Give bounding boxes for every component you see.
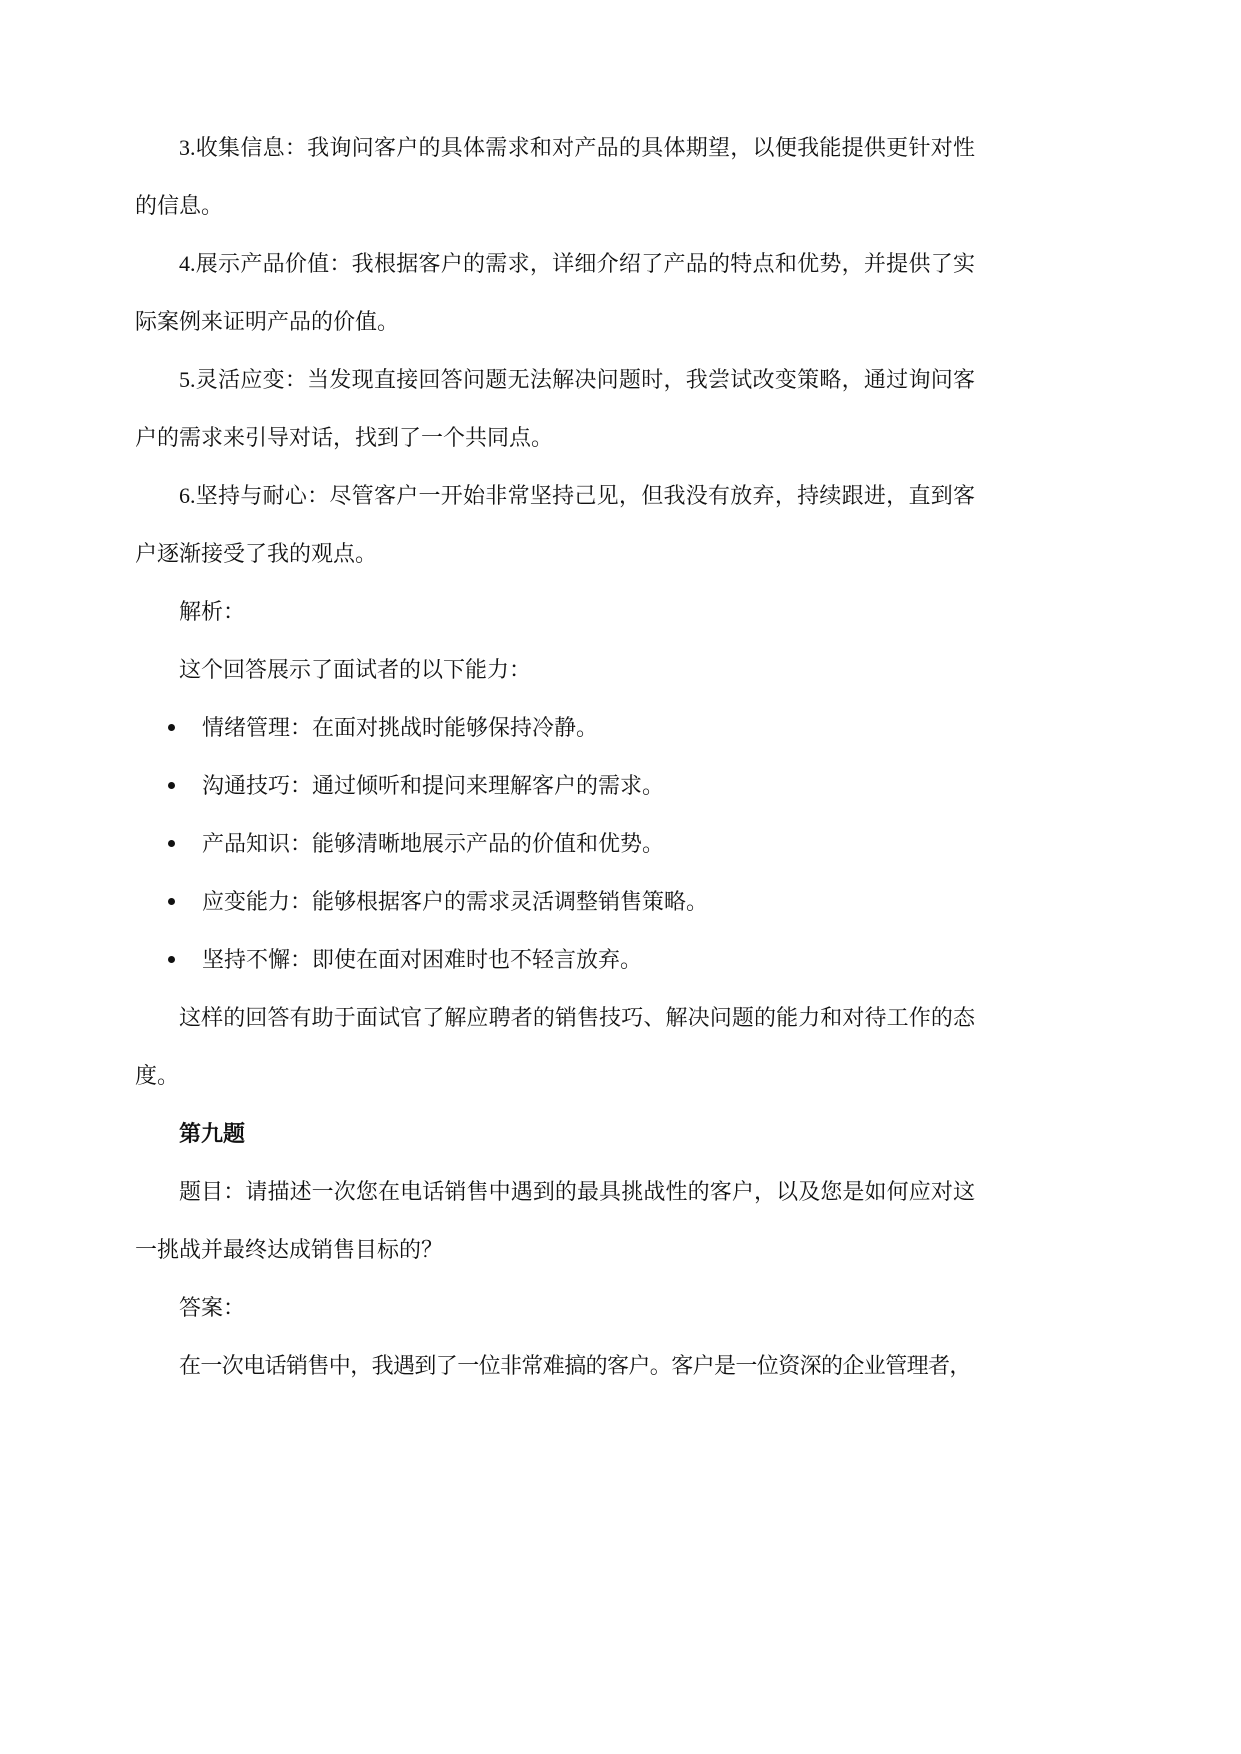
ability-text: 情绪管理：在面对挑战时能够保持冷静。 [202, 715, 599, 740]
bullet-icon [168, 898, 175, 905]
question-heading: 第九题 [179, 1121, 246, 1146]
document-body [135, 119, 975, 1395]
analysis-intro: 这个回答展示了面试者的以下能力： [179, 657, 532, 682]
answer-text: 在一次电话销售中，我遇到了一位非常难搞的客户。客户是一位资深的企业管理者， [179, 1353, 971, 1378]
ability-item [135, 815, 975, 873]
ability-item [135, 699, 975, 757]
bullet-icon [168, 724, 175, 731]
ability-text: 产品知识：能够清晰地展示产品的价值和优势。 [202, 831, 665, 856]
step-paragraph: 5.灵活应变：当发现直接回答问题无法解决问题时，我尝试改变策略，通过询问客户的需求来引导对话，找到了一个共同点。 [135, 367, 975, 450]
ability-text: 坚持不懈：即使在面对困难时也不轻言放弃。 [202, 947, 643, 972]
bullet-icon [168, 782, 175, 789]
analysis-summary: 这样的回答有助于面试官了解应聘者的销售技巧、解决问题的能力和对待工作的态度。 [135, 1005, 975, 1088]
step-paragraph: 3.收集信息：我询问客户的具体需求和对产品的具体期望，以便我能提供更针对性的信息。 [135, 135, 975, 218]
ability-text: 沟通技巧：通过倾听和提问来理解客户的需求。 [202, 773, 665, 798]
analysis-label: 解析： [179, 599, 246, 624]
question-text: 题目：请描述一次您在电话销售中遇到的最具挑战性的客户，以及您是如何应对这一挑战并最终达成销售目标的？ [135, 1179, 975, 1262]
step-paragraph: 6.坚持与耐心：尽管客户一开始非常坚持己见，但我没有放弃，持续跟进，直到客户逐渐接受了我的观点。 [135, 483, 975, 566]
answer-label: 答案： [179, 1295, 246, 1320]
bullet-icon [168, 956, 175, 963]
ability-item [135, 873, 975, 931]
ability-item [135, 757, 975, 815]
ability-text: 应变能力：能够根据客户的需求灵活调整销售策略。 [202, 889, 709, 914]
bullet-icon [168, 840, 175, 847]
step-paragraph: 4.展示产品价值：我根据客户的需求，详细介绍了产品的特点和优势，并提供了实际案例来证明产品的价值。 [135, 251, 975, 334]
ability-item [135, 931, 975, 989]
ability-list [135, 699, 975, 989]
